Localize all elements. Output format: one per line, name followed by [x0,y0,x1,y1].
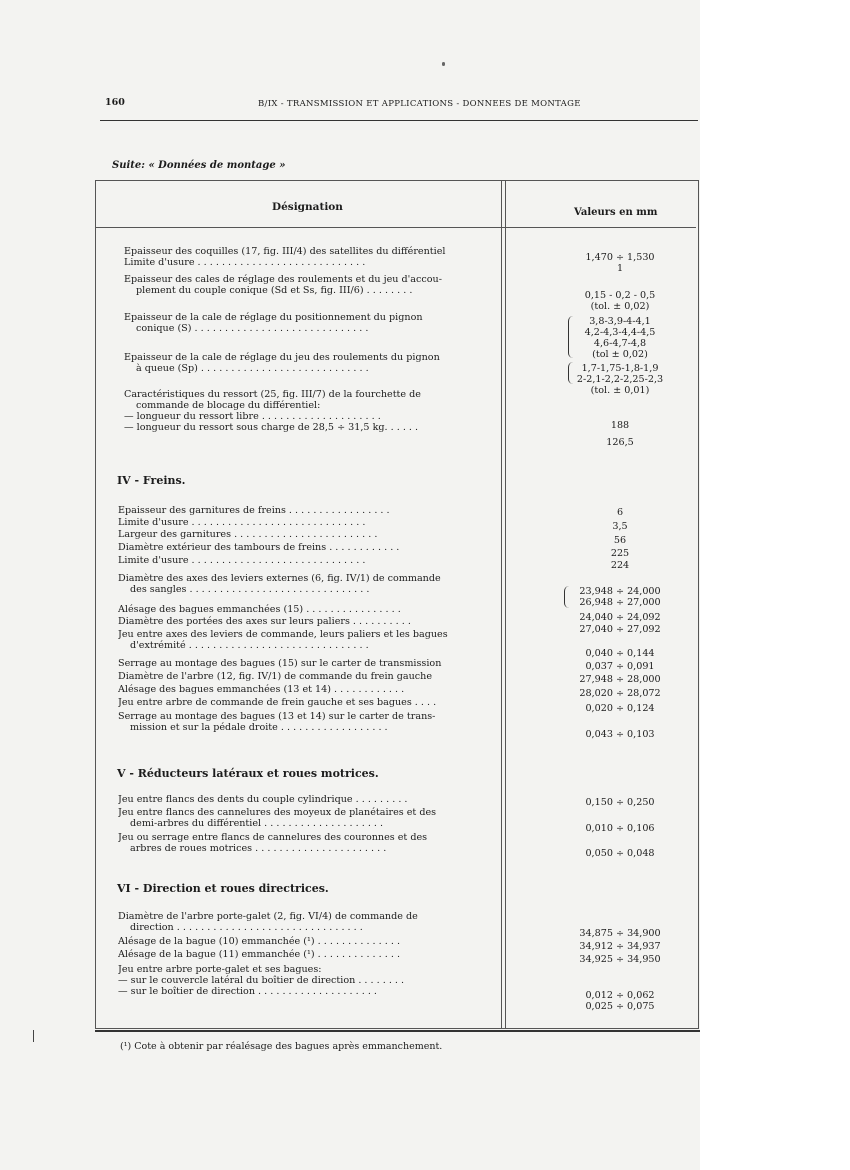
footer-rule [95,1030,700,1032]
table-row: Jeu entre axes des leviers de commande, leurs paliers et les bagues d'extrémité . . . . . . . . . . . . . . . . . . . . . . . . . . . . . . [118,629,448,651]
row-value: 188 126,5 [606,420,634,448]
table-row: Caractéristiques du ressort (25, fig. III/7) de la fourchette de commande de blocage du différentiel: — longueur du ressort libre . . . . . . . . . . . . . . . . . . . . — longueur du ressort sous charge de 28,5 ÷ 31,5 kg. . . . . . [124,389,421,433]
row-value: 0,012 ÷ 0,062 0,025 ÷ 0,075 [585,990,655,1012]
table-row: Serrage au montage des bagues (13 et 14) sur le carter de trans- mission et sur la pédale droite . . . . . . . . . . . . . . . . . . [118,711,436,733]
table-row: Jeu entre arbre de commande de frein gauche et ses bagues . . . . [118,697,437,708]
table-row: Diamètre des portées des axes sur leurs paliers . . . . . . . . . . [118,616,411,627]
row-value: 34,912 ÷ 34,937 [579,941,661,952]
table-row: Alésage des bagues emmanchées (13 et 14) . . . . . . . . . . . . [118,684,405,695]
row-value: 0,150 ÷ 0,250 [585,797,655,808]
page-header [105,97,675,115]
section-heading-direction: VI - Direction et roues directrices. [117,882,329,895]
row-value: 3,5 [612,521,628,532]
section-heading-reducteurs: V - Réducteurs latéraux et roues motrices. [117,767,379,780]
table-row: Diamètre des axes des leviers externes (6, fig. IV/1) de commande des sangles . . . . . . . . . . . . . . . . . . . . . . . . . . . . . . [118,573,441,595]
footnote: (¹) Cote à obtenir par réalésage des bagues après emmanchement. [120,1041,443,1052]
dust-speck [442,62,445,66]
table-row: Diamètre extérieur des tambours de freins . . . . . . . . . . . . [118,542,400,553]
table-row: Epaisseur des coquilles (17, fig. III/4) des satellites du différentiel Limite d'usure . . . . . . . . . . . . . . . . . . . . . . . . . . . . [124,246,446,268]
row-value: 1,7-1,75-1,8-1,9 2-2,1-2,2-2,25-2,3 (tol. ± 0,01) [576,363,664,396]
table-row: Alésage de la bague (10) emmanchée (¹) . . . . . . . . . . . . . . [118,936,400,947]
table-row: Epaisseur de la cale de réglage du positionnement du pignon conique (S) . . . . . . . . . . . . . . . . . . . . . . . . . . . . . [124,312,423,334]
row-value: 1,470 ÷ 1,530 1 [585,252,655,274]
row-value: 3,8-3,9-4-4,1 4,2-4,3-4,4-4,5 4,6-4,7-4,8 (tol ± 0,02) [584,316,656,360]
row-value: 0,050 ÷ 0,048 [585,848,655,859]
table-row: Serrage au montage des bagues (15) sur le carter de transmission [118,658,442,669]
table-row: Epaisseur de la cale de réglage du jeu des roulements du pignon à queue (Sp) . . . . . . . . . . . . . . . . . . . . . . . . . . . . [124,352,440,374]
page-margin [700,0,850,1170]
row-value: 225 [610,548,630,559]
table-row: Alésage de la bague (11) emmanchée (¹) . . . . . . . . . . . . . . [118,949,400,960]
table-row: Jeu entre flancs des cannelures des moyeux de planétaires et des demi-arbres du différentiel . . . . . . . . . . . . . . . . . . . . [118,807,437,829]
header-rule [100,120,698,121]
row-value: 27,948 ÷ 28,000 [579,674,661,685]
table-row: Jeu ou serrage entre flancs de cannelures des couronnes et des arbres de roues motrices . . . . . . . . . . . . . . . . . . . . . . [118,832,428,854]
row-value: 56 [613,535,627,546]
row-value: 0,043 ÷ 0,103 [585,729,655,740]
table-row: Largeur des garnitures . . . . . . . . . . . . . . . . . . . . . . . . [118,529,378,540]
section-heading-freins: IV - Freins. [117,474,186,487]
row-value: 0,040 ÷ 0,144 [585,648,655,659]
table-row: Alésage des bagues emmanchées (15) . . . . . . . . . . . . . . . . [118,604,401,615]
margin-tick [33,1030,34,1042]
row-value: 0,020 ÷ 0,124 [585,703,655,714]
row-value: 34,925 ÷ 34,950 [579,954,661,965]
table-row: Jeu entre flancs des dents du couple cylindrique . . . . . . . . . [118,794,408,805]
row-value: 28,020 ÷ 28,072 [579,688,661,699]
table-row: Limite d'usure . . . . . . . . . . . . . . . . . . . . . . . . . . . . . [118,555,366,566]
table-row: Epaisseur des cales de réglage des roulements et du jeu d'accou- plement du couple conique (Sd et Ss, fig. III/6) . . . . . . . . [124,274,442,296]
table-row: Epaisseur des garnitures de freins . . . . . . . . . . . . . . . . . [118,505,390,516]
row-value: 0,037 ÷ 0,091 [585,661,655,672]
row-value: 24,040 ÷ 24,092 [579,612,661,623]
table-row: Jeu entre arbre porte-galet et ses bagues: — sur le couvercle latéral du boîtier de direction . . . . . . . . — sur le boîtier de direction . . . . . . . . . . . . . . . . . . . . [118,964,405,997]
suite-label: Suite: « Données de montage » [112,160,286,171]
column-header-values: Valeurs en mm [574,207,658,218]
table-row: Diamètre de l'arbre porte-galet (2, fig. VI/4) de commande de direction . . . . . . . . . . . . . . . . . . . . . . . . . . . . . . . [118,911,418,933]
page-number: 160 [105,97,125,108]
row-value: 0,010 ÷ 0,106 [585,823,655,834]
table-row: Diamètre de l'arbre (12, fig. IV/1) de commande du frein gauche [118,671,433,682]
column-header-designation: Désignation [272,201,343,213]
row-value: 27,040 ÷ 27,092 [579,624,661,635]
table-row: Limite d'usure . . . . . . . . . . . . . . . . . . . . . . . . . . . . . [118,517,366,528]
row-value: 23,948 ÷ 24,000 26,948 ÷ 27,000 [579,586,661,608]
column-divider [501,181,506,1028]
table-head-rule [96,227,696,228]
running-title: B/IX - TRANSMISSION ET APPLICATIONS - DONNEES DE MONTAGE [258,99,581,109]
row-value: 6 [616,507,624,518]
row-value: 0,15 - 0,2 - 0,5 (tol. ± 0,02) [584,290,656,312]
row-value: 34,875 ÷ 34,900 [579,928,661,939]
row-value: 224 [610,560,630,571]
